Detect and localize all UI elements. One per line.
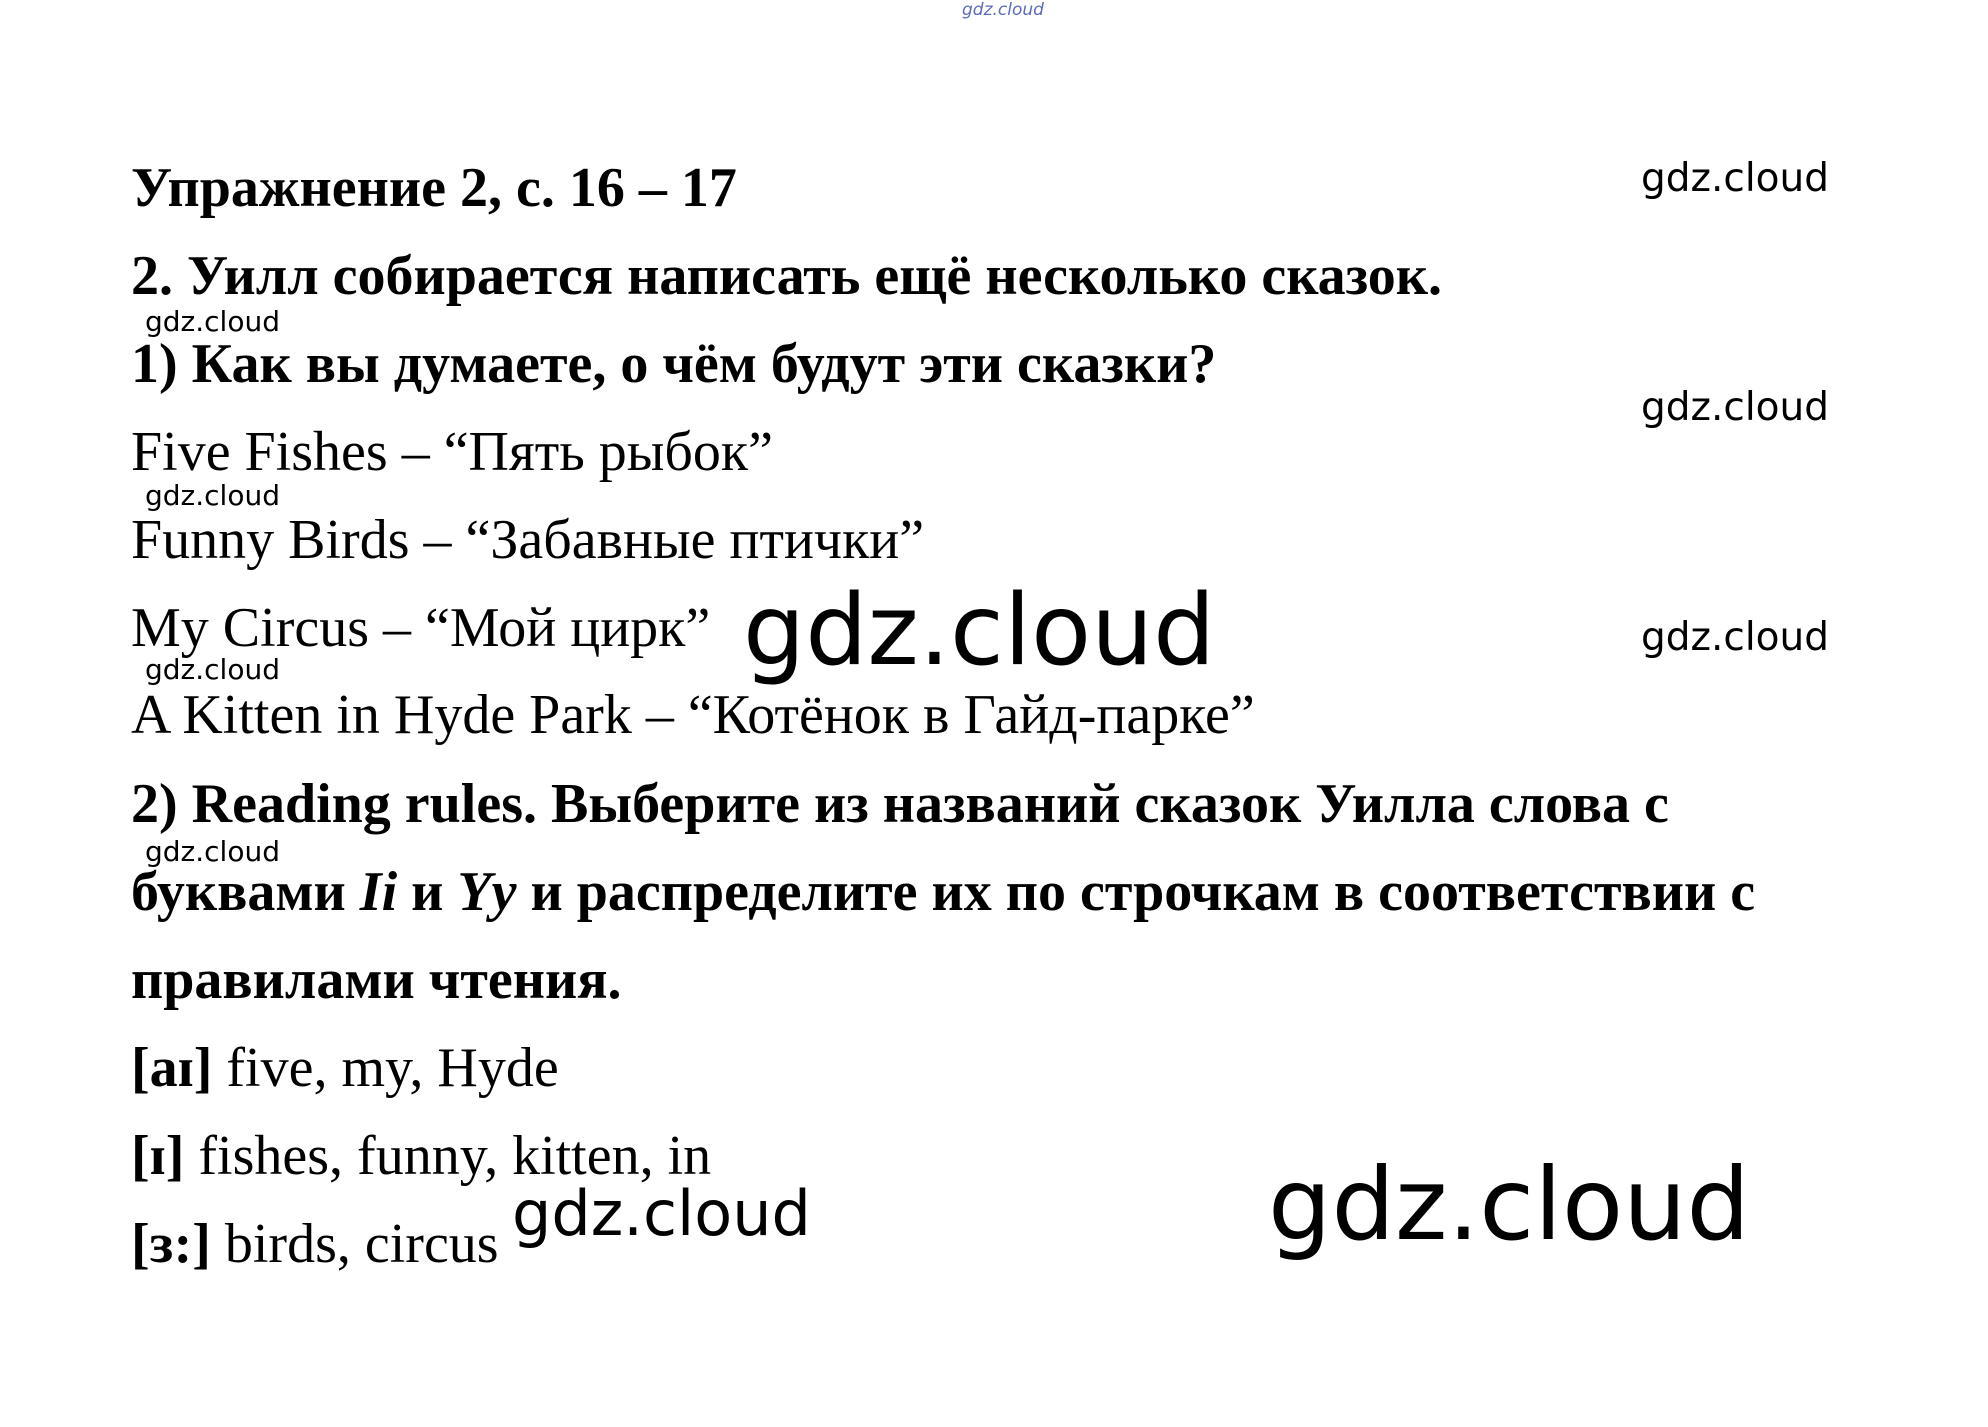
watermark: gdz.cloud bbox=[145, 835, 280, 868]
story-line: My Circus – “Мой цирк” bbox=[131, 597, 711, 659]
exercise-title: Упражнение 2, с. 16 – 17 bbox=[131, 157, 737, 219]
watermark: gdz.cloud bbox=[1641, 156, 1829, 201]
rule-sound: [aɪ] bbox=[131, 1037, 213, 1099]
watermark: gdz.cloud bbox=[145, 305, 280, 338]
question-2-line-3: правилами чтения. bbox=[131, 949, 622, 1011]
watermark: gdz.cloud bbox=[1641, 615, 1829, 660]
story-line: Funny Birds – “Забавные птички” bbox=[131, 509, 925, 571]
watermark: gdz.cloud bbox=[512, 1177, 811, 1250]
letter-y: Yy bbox=[457, 861, 517, 923]
watermark: gdz.cloud bbox=[743, 574, 1216, 688]
question-2-line-2-end: и распределите их по строчкам в соответствии с bbox=[516, 861, 1756, 923]
rule-words: five, my, Hyde bbox=[212, 1037, 559, 1099]
task-statement: 2. Уилл собирается написать ещё несколько сказок. bbox=[131, 245, 1443, 307]
watermark: gdz.cloud bbox=[145, 479, 280, 512]
rule-row bbox=[131, 1213, 499, 1275]
story-line: Five Fishes – “Пять рыбок” bbox=[131, 421, 773, 483]
rule-sound: [ɜ:] bbox=[131, 1213, 211, 1275]
rule-row bbox=[131, 1125, 712, 1187]
rule-sound: [ɪ] bbox=[131, 1125, 185, 1187]
question-2-line-1: 2) Reading rules. Выберите из названий сказок Уилла слова с bbox=[131, 773, 1669, 835]
letter-i: Ii bbox=[359, 861, 398, 923]
question-2-line-2-start: буквами bbox=[131, 861, 360, 923]
watermark: gdz.cloud bbox=[1641, 385, 1829, 430]
watermark: gdz.cloud bbox=[145, 653, 280, 686]
watermark: gdz.cloud bbox=[1268, 1146, 1751, 1263]
question-2-line-2-and: и bbox=[397, 861, 458, 923]
question-1: 1) Как вы думаете, о чём будут эти сказки? bbox=[131, 333, 1217, 395]
top-watermark: gdz.cloud bbox=[962, 0, 1044, 20]
rule-words: birds, circus bbox=[210, 1213, 499, 1275]
rule-row bbox=[131, 1037, 559, 1099]
rule-words: fishes, funny, kitten, in bbox=[184, 1125, 712, 1187]
story-line: A Kitten in Hyde Park – “Котёнок в Гайд-парке” bbox=[131, 684, 1255, 746]
question-2-line-2 bbox=[131, 861, 1756, 923]
